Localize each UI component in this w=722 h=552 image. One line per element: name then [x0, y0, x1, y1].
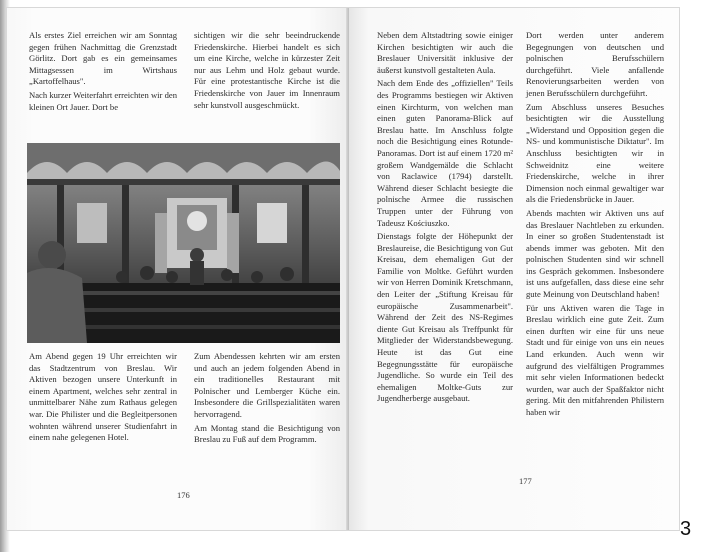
right-page-column-2 [526, 30, 664, 421]
church-interior-illustration [27, 143, 340, 343]
page-177 [349, 8, 679, 530]
page-number-right: 177 [519, 476, 532, 486]
paragraph: sichtigen wir die sehr beeindruckende Friedenskirche. Hierbei handelt es sich um eine Kirche, welche in kürzester Zeit nur aus Lehm und Holz gebaut wurde. Für eine protestantische Kirche ist die Friedenskirche von Jauer im Innenraum sehr kunstvoll ausgeschmückt. [194, 30, 340, 110]
left-page-column-1-bottom [29, 351, 177, 446]
right-page-column-1 [377, 30, 513, 407]
paragraph: Zum Abschluss unseres Besuches besichtigten wir die Ausstellung „Widerstand und Opposition gegen die NS- und kommunistische Diktatur". Im Anschluss besichtigten wir in Schweidnitz eine weitere Friedenskirche, welche in ihrer Dimension noch einmal gewaltiger war als die Friedensbrücke in Jauer. [526, 101, 664, 205]
page-176 [7, 8, 349, 530]
paragraph: Als erstes Ziel erreichen wir am Sonntag gegen frühen Nachmittag die Grenzstadt Görlitz. Dort gab es ein gemeinsames Mittagsessen im Wirtshaus „Kartoffelhaus". [29, 30, 177, 87]
paragraph: Neben dem Altstadtring sowie einiger Kirchen besichtigten wir auch die Breslauer Universität inklusive der äußerst kunstvoll gestalteten Aula. [377, 30, 513, 75]
left-page-column-2 [194, 30, 340, 113]
paragraph: Nach kurzer Weiterfahrt erreichten wir den kleinen Ort Jauer. Dort be [29, 89, 177, 112]
page-indicator: 3 [680, 518, 692, 540]
paragraph: Zum Abendessen kehrten wir am ersten und auch an jedem folgenden Abend in ein traditionelles Restaurant mit Polnischer und Lemberger Küche ein. Insbesondere die Grillspezialitäten waren hervorragend. [194, 351, 340, 419]
paragraph: Dienstags folgte der Höhepunkt der Breslaureise, die Besichtigung von Gut Kreisau, dem ehemaligen Gut der Familie von Moltke. Geführt wurden wir von Herren Dominik Kretschmann, den Leiter der „Stiftung Kreisau für europäische Zusammenarbeit". Während der Zeit des NS-Regimes diente Gut Kreisau als Treffpunkt für Mitglieder der Widerstandsbewegung. Heute ist das Gut eine Begegnungsstätte für europäische Jugendliche. So wurde ein Teil des ehemaligen Moltke-Guts zur Jugendherberge ausgebaut. [377, 231, 513, 404]
paragraph: Dort werden unter anderem Begegnungen von deutschen und polnischen Berufsschülern durchgeführt. Viele anfallende Renovierungsarbeiten werden von jenen Berufsschülern durchgeführt. [526, 30, 664, 98]
paragraph: Am Abend gegen 19 Uhr erreichten wir das Stadtzentrum von Breslau. Wir Aktiven bezogen unsere Unterkunft in einem Apartment, welches sehr zentral in unmittelbarer Nähe zum Rathaus gelegen war. Die Philister und die Begleitpersonen wohnten während unserer Studienfahrt in einem nahe gelegenen Hotel. [29, 351, 177, 443]
church-interior-photo [27, 143, 340, 343]
page-number-left: 176 [177, 490, 190, 500]
paragraph: Nach dem Ende des „offiziellen" Teils des Programms bestiegen wir Aktiven einen Kirchturm, von welchen man einen guten Panorama-Blick auf Breslau hatte. Im Anschluss folgte noch die Besichtigung eines Rotunde-Panoramas. Dort ist auf einem 1720 m² großem Wandgemälde die Schlacht von Raclawice (1794) darstellt. Während dieser Schlacht besiegte die polnische Armee die russischen Truppen unter der Führung von Tadeusz Kościuszko. [377, 78, 513, 228]
paragraph: Am Montag stand die Besichtigung von Breslau zu Fuß auf dem Programm. [194, 422, 340, 445]
left-page-column-1 [29, 30, 177, 115]
left-page-column-2-bottom [194, 351, 340, 448]
book-spread [7, 8, 679, 530]
paragraph: Abends machten wir Aktiven uns auf das Breslauer Nachtleben zu erkunden. In einer so großen Studentenstadt ist abends immer was geboten. Mit den polnischen Studenten sind wir schnell ins Gespräch gekommen. Insbesondere ist uns aufgefallen, dass diese eine sehr gute Meinung von Deutschland haben! [526, 207, 664, 300]
paragraph: Für uns Aktiven waren die Tage in Breslau wirklich eine gute Zeit. Zum einen durften wir eine für uns neue Stadt und für einige von uns ein neues Land erkunden. Auch wenn wir aufgrund des vielfältigen Programmes mit sehr vielen Informationen bedeckt wurden, war auch der Spaßfaktor nicht gering. Mit den mitfahrenden Philistern haben wir [526, 302, 664, 417]
